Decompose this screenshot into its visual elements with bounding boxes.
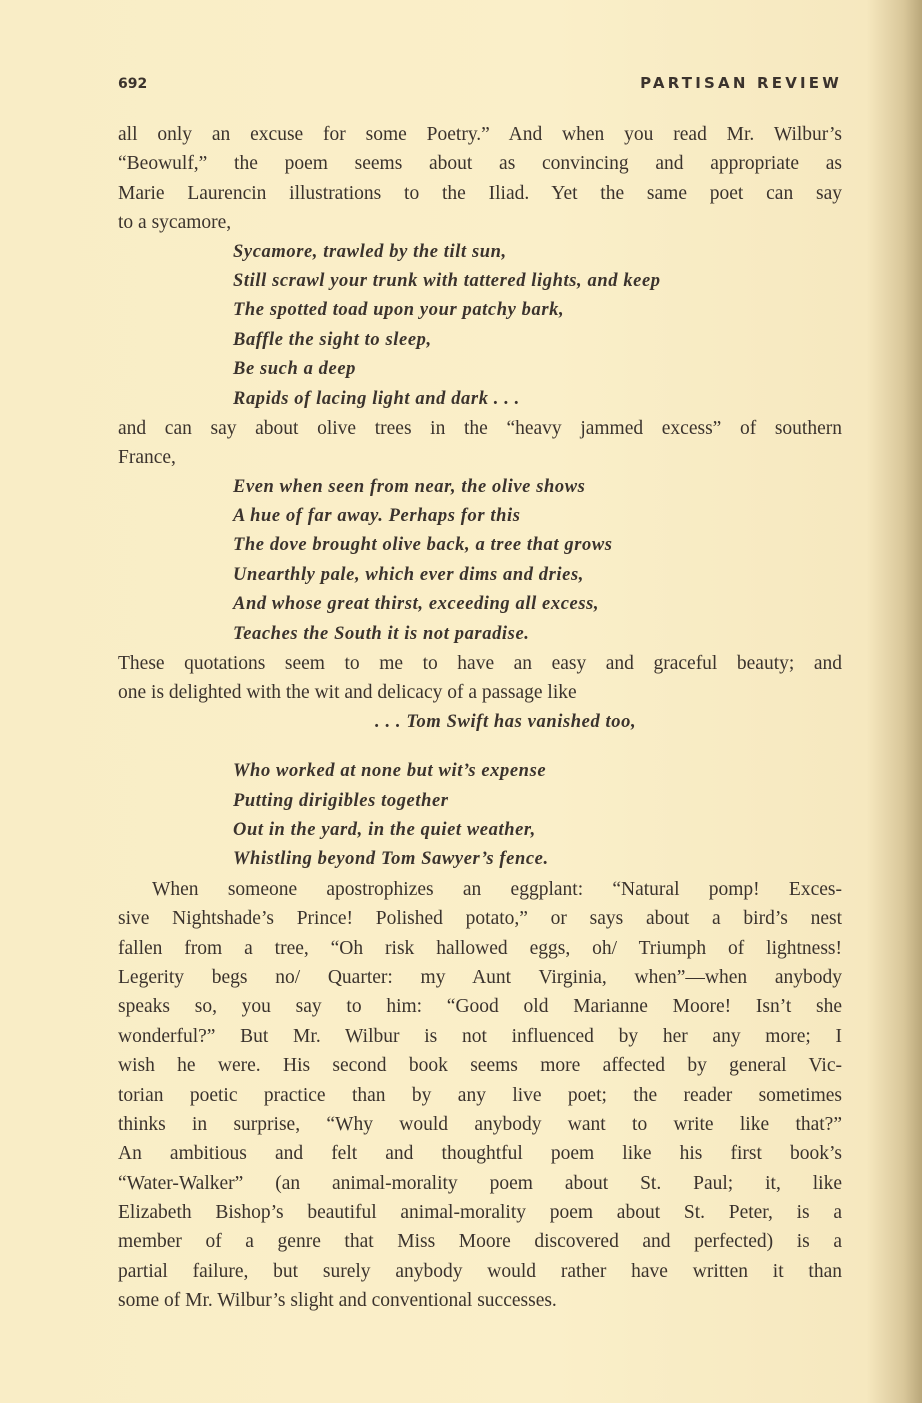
document-page: [118, 74, 842, 1316]
verse-line: Putting dirigibles together: [233, 790, 449, 811]
text-line: When someone apostrophizes an eggplant: “Natural pomp! Exces-: [152, 878, 842, 900]
paragraph: [118, 414, 842, 473]
verse-line: Who worked at none but wit’s expense: [233, 761, 547, 782]
text-line: thinks in surprise, “Why would anybody want to write like that?”: [118, 1113, 842, 1135]
verse-line: Teaches the South it is not paradise.: [233, 623, 530, 644]
verse-quotation: [118, 757, 842, 875]
verse-line: Still scrawl your trunk with tattered lights, and keep: [233, 270, 661, 291]
text-line: sive Nightshade’s Prince! Polished potato,” or says about a bird’s nest: [118, 908, 842, 930]
text-line: An ambitious and felt and thoughtful poem like his first book’s: [118, 1143, 842, 1165]
text-line: “Beowulf,” the poem seems about as convincing and appropriate as: [118, 153, 842, 175]
text-line: speaks so, you say to him: “Good old Marianne Moore! Isn’t she: [118, 996, 842, 1018]
verse-quotation: [118, 708, 842, 737]
text-line: These quotations seem to me to have an easy and graceful beauty; and: [118, 653, 842, 675]
text-line: fallen from a tree, “Oh risk hallowed eggs, oh/ Triumph of lightness!: [118, 937, 842, 959]
verse-line: And whose great thirst, exceeding all excess,: [233, 594, 600, 615]
page-header: [118, 74, 842, 104]
text-line: member of a genre that Miss Moore discovered and perfected) is a: [118, 1231, 842, 1253]
verse-quotation: [118, 473, 842, 649]
verse-line: Even when seen from near, the olive shows: [233, 476, 586, 497]
verse-gap: [118, 737, 842, 757]
text-line: France,: [118, 447, 176, 469]
article-body: [118, 120, 842, 1316]
text-line: Marie Laurencin illustrations to the Iliad. Yet the same poet can say: [118, 182, 842, 204]
text-line: wish he were. His second book seems more affected by general Vic-: [118, 1055, 842, 1077]
text-line: “Water-Walker” (an animal-morality poem about St. Paul; it, like: [118, 1172, 842, 1194]
verse-line: Unearthly pale, which ever dims and dries,: [233, 564, 585, 585]
text-line: Elizabeth Bishop’s beautiful animal-morality poem about St. Peter, is a: [118, 1202, 842, 1224]
text-line: partial failure, but surely anybody would rather have written it than: [118, 1260, 842, 1282]
verse-line: Be such a deep: [233, 359, 356, 380]
page-number: 692: [118, 76, 148, 92]
text-line: Legerity begs no/ Quarter: my Aunt Virginia, when”—when anybody: [118, 966, 842, 988]
paragraph: [118, 120, 842, 238]
text-line: torian poetic practice than by any live poet; the reader sometimes: [118, 1084, 842, 1106]
verse-line: The dove brought olive back, a tree that grows: [233, 535, 613, 556]
running-title: PARTISAN REVIEW: [640, 74, 842, 92]
verse-line: Sycamore, trawled by the tilt sun,: [233, 241, 507, 262]
text-line: to a sycamore,: [118, 212, 232, 234]
verse-line: Out in the yard, in the quiet weather,: [233, 819, 536, 840]
text-line: some of Mr. Wilbur’s slight and conventional successes.: [118, 1290, 557, 1312]
text-line: one is delighted with the wit and delicacy of a passage like: [118, 682, 577, 704]
text-line: and can say about olive trees in the “heavy jammed excess” of southern: [118, 417, 842, 439]
paragraph: [118, 649, 842, 708]
verse-line: The spotted toad upon your patchy bark,: [233, 300, 565, 321]
verse-line: Baffle the sight to sleep,: [233, 329, 432, 350]
text-line: all only an excuse for some Poetry.” And when you read Mr. Wilbur’s: [118, 124, 842, 145]
verse-line: Rapids of lacing light and dark . . .: [233, 388, 520, 409]
verse-line: . . . Tom Swift has vanished too,: [375, 711, 637, 732]
verse-line: Whistling beyond Tom Sawyer’s fence.: [233, 849, 549, 870]
verse-line: A hue of far away. Perhaps for this: [233, 506, 521, 527]
paragraph: [118, 875, 842, 1316]
text-line: wonderful?” But Mr. Wilbur is not influenced by her any more; I: [118, 1025, 842, 1047]
verse-quotation: [118, 238, 842, 414]
